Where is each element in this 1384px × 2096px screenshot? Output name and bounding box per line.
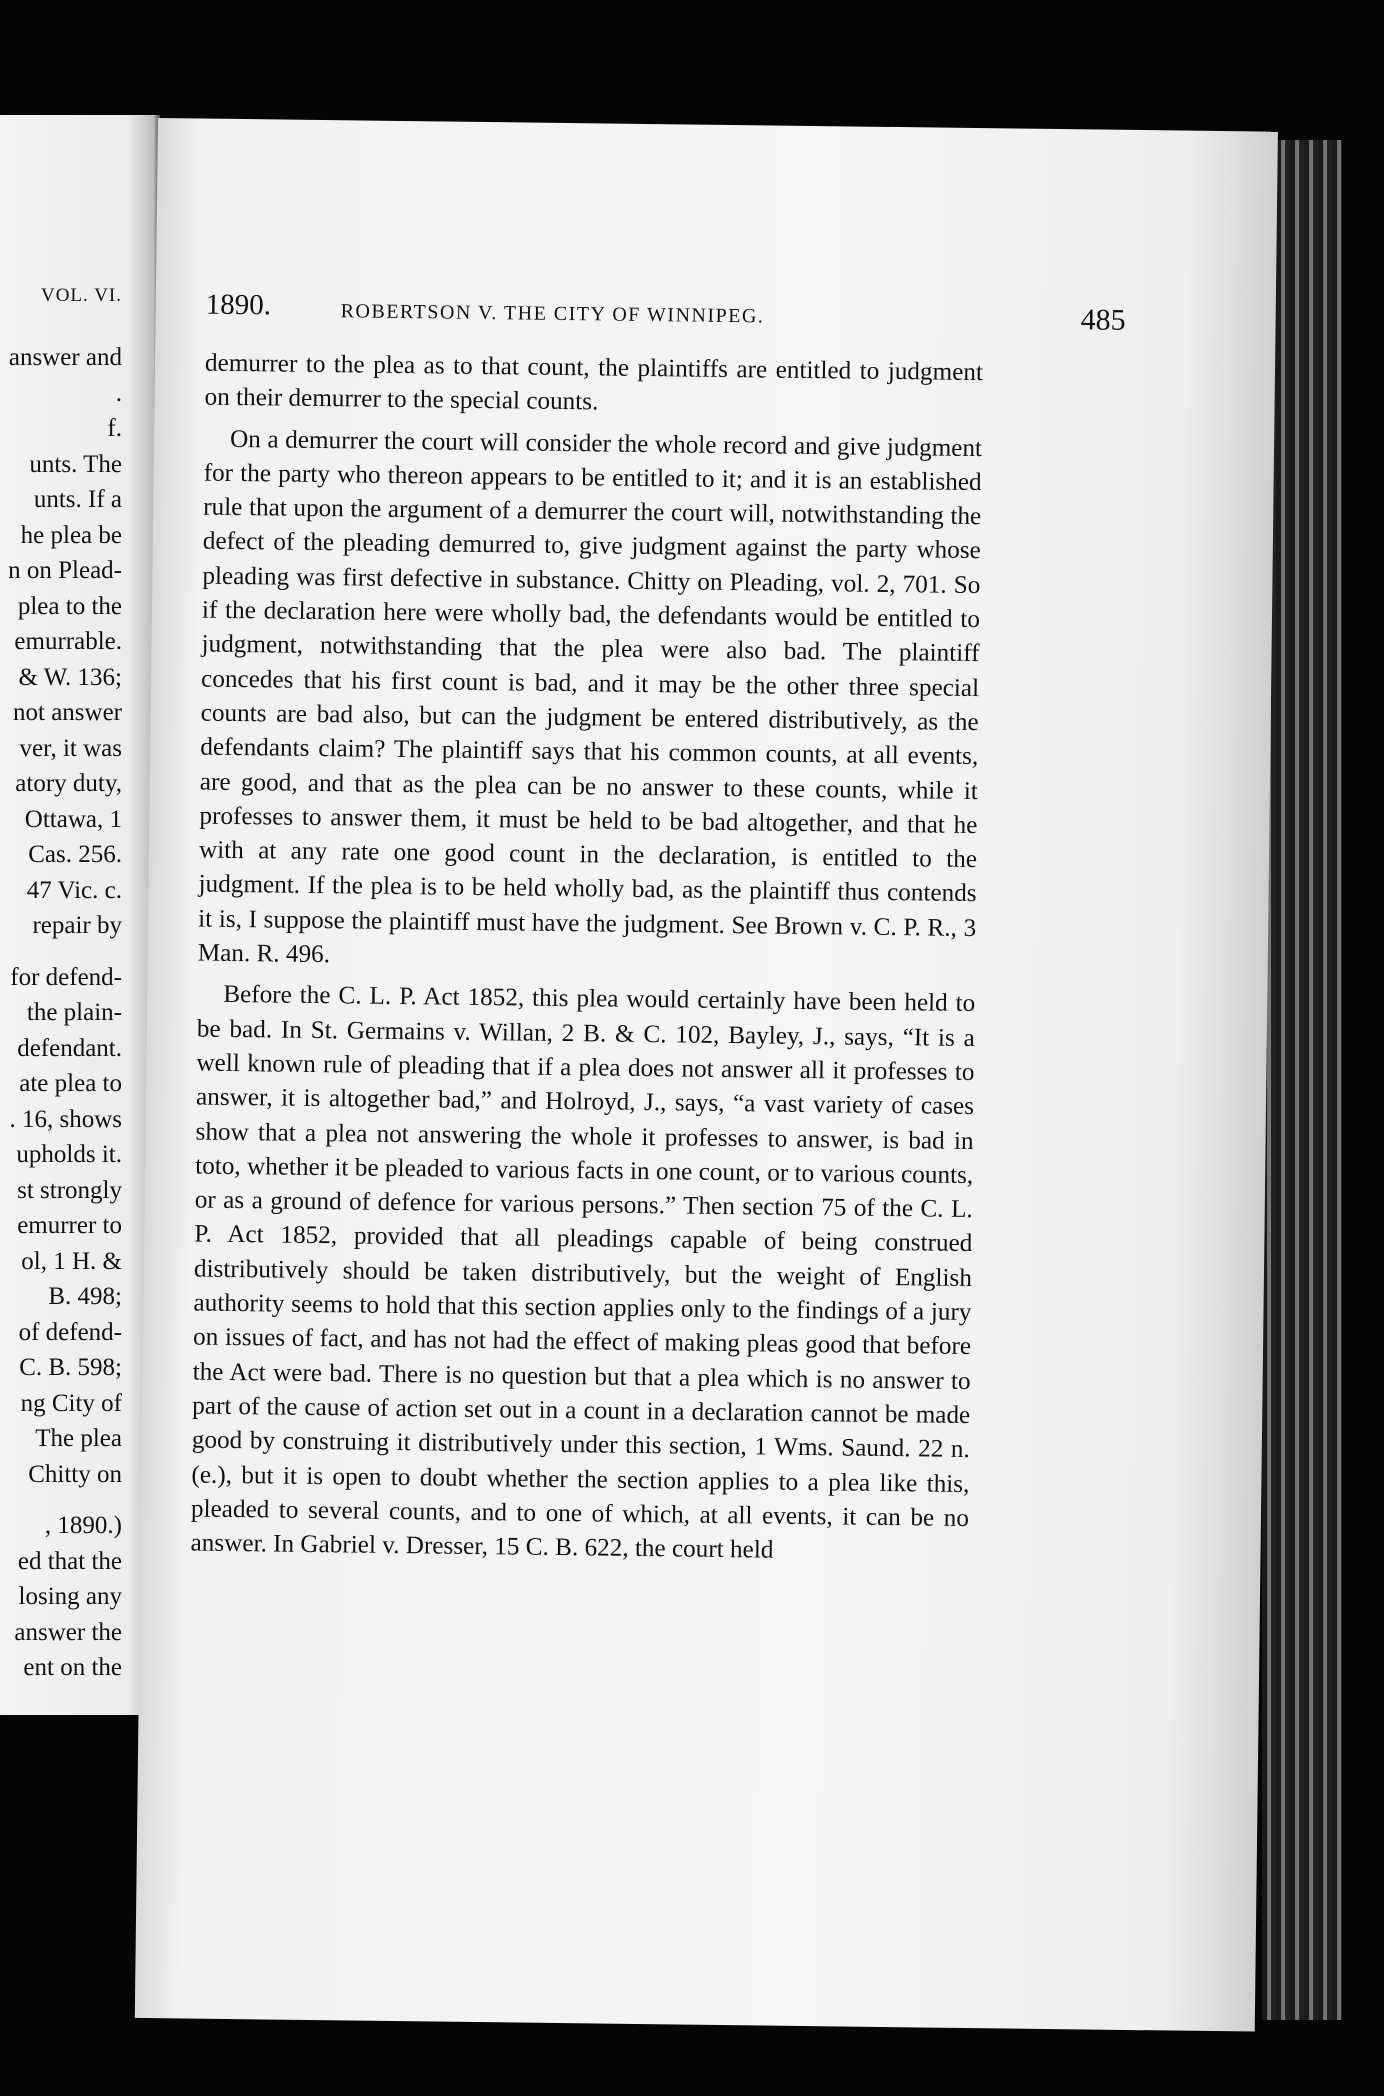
left-page-line: st strongly xyxy=(17,1176,122,1204)
left-page-line: . 16, shows xyxy=(9,1105,122,1133)
paragraph-3: Before the C. L. P. Act 1852, this plea would certainly have been held to be bad. In St. Germains v. Willan, 2 B. & C. 102, Bayley, J., says, “It is a well known rule of pleading that if a plea does not answer all it professes to answer, it is altogether bad,” and Holroyd, J., says, “a vast variety of cases show that a plea not answering the whole it professes to answer, is bad in toto, whether it be pleaded to various facts in one count, or to various counts, or as a ground of defence for various persons.” Then section 75 of the C. L. P. Act 1852, provided that all pleadings capable of being construed distributively should be taken distributively, but the weight of English authority seems to hold that this section applies only to the findings of a jury on issues of fact, and has not had the effect of making pleas good that before the Act were bad. There is no question but that a plea which is no answer to part of the cause of action set out in a count in a declaration cannot be made good by construing it distributively under this section, 1 Wms. Saund. 22 n. (e.), but it is open to doubt whether the section applies to a plea like this, pleaded to several counts, and to one of which, at all events, it can be no answer. In Gabriel v. Dresser, 15 C. B. 622, the court held xyxy=(190,981,976,1564)
left-page-line: ng City of xyxy=(20,1389,122,1417)
running-header xyxy=(205,289,1125,340)
left-lines-top xyxy=(0,340,122,944)
left-page-line: emurrable. xyxy=(14,628,122,655)
left-page-text xyxy=(0,340,122,1686)
left-page-line: atory duty, xyxy=(15,770,122,797)
header-year: 1890. xyxy=(205,288,272,322)
left-page-line: , 1890.) xyxy=(44,1512,122,1539)
left-page-line: n on Plead- xyxy=(8,557,122,584)
left-page-line: emurrer to xyxy=(17,1212,122,1239)
left-page-fragment xyxy=(0,115,160,1715)
left-page-line: answer the xyxy=(14,1618,122,1646)
left-page-line: C. B. 598; xyxy=(19,1354,122,1381)
left-page-line: of defend- xyxy=(18,1318,122,1346)
left-page-line: not answer xyxy=(13,699,122,726)
left-page-line: B. 498; xyxy=(48,1283,122,1310)
left-page-line: the plain- xyxy=(26,999,122,1026)
left-lines-bottom xyxy=(0,1508,122,1686)
left-page-line: ate plea to xyxy=(19,1070,122,1097)
paragraph-2: On a demurrer the court will consider the whole record and give judgment for the party who thereon appears to be entitled to it; and it is an established rule that upon the argument of a demurrer the court will, notwithstanding the defect of the pleading demurred to, give judgment against the party whose pleading was first defective in substance. Chitty on Pleading, vol. 2, 701. So if the declaration here were wholly bad, the defendants would be entitled to judgment, notwithstanding that the plea were also bad. The plaintiff concedes that his first count is bad, and it may be the other three special counts are bad also, but can the judgment be entered distributively, as the defendants claim? The plaintiff says that his common counts, at all events, are good, and that as the plea can be no answer to these counts, while it professes to answer them, it must be held to be bad altogether, and that he with at any rate one good count in the declaration, is entitled to the judgment. If the plea is to be held wholly bad, as the plaintiff thus contends it is, I suppose the plaintiff must have the judgment. See Brown v. C. P. R., 3 Man. R. 496. xyxy=(197,425,983,969)
left-page-header: VOL. VI. xyxy=(40,285,122,306)
left-page-line: repair by xyxy=(32,912,122,939)
left-page-line: ol, 1 H. & xyxy=(21,1247,122,1275)
left-page-line: f. xyxy=(107,415,122,442)
left-page-line: unts. The xyxy=(29,450,122,478)
left-page-line: he plea be xyxy=(20,521,122,549)
left-page-line: Cas. 256. xyxy=(28,841,122,868)
header-title: ROBERTSON V. THE CITY OF WINNIPEG. xyxy=(340,300,765,328)
left-page-line: . xyxy=(115,379,122,407)
left-page-line: losing any xyxy=(18,1583,122,1610)
left-page-line: The plea xyxy=(35,1425,122,1452)
left-page-line: for defend- xyxy=(10,963,122,991)
book-page xyxy=(135,118,1278,2032)
paragraph-1: demurrer to the plea as to that count, the plaintiffs are entitled to judgment on their demurrer to the special counts. xyxy=(204,349,984,416)
left-page-line: plea to the xyxy=(17,592,122,620)
page-number: 485 xyxy=(1080,303,1126,337)
body-text xyxy=(190,347,983,1578)
left-page-line: answer and xyxy=(8,344,122,371)
left-page-line: upholds it. xyxy=(16,1141,122,1168)
left-page-line: 47 Vic. c. xyxy=(26,876,122,904)
left-page-line: ed that the xyxy=(17,1547,122,1575)
left-page-line: defendant. xyxy=(17,1034,122,1062)
left-page-line: ver, it was xyxy=(19,734,122,762)
left-lines-mid xyxy=(0,960,122,1493)
left-page-line: & W. 136; xyxy=(18,663,122,691)
left-page-line: unts. If a xyxy=(33,486,122,513)
left-page-line: ent on the xyxy=(23,1654,122,1681)
left-page-line: Ottawa, 1 xyxy=(24,805,122,833)
left-page-line: Chitty on xyxy=(28,1460,122,1488)
